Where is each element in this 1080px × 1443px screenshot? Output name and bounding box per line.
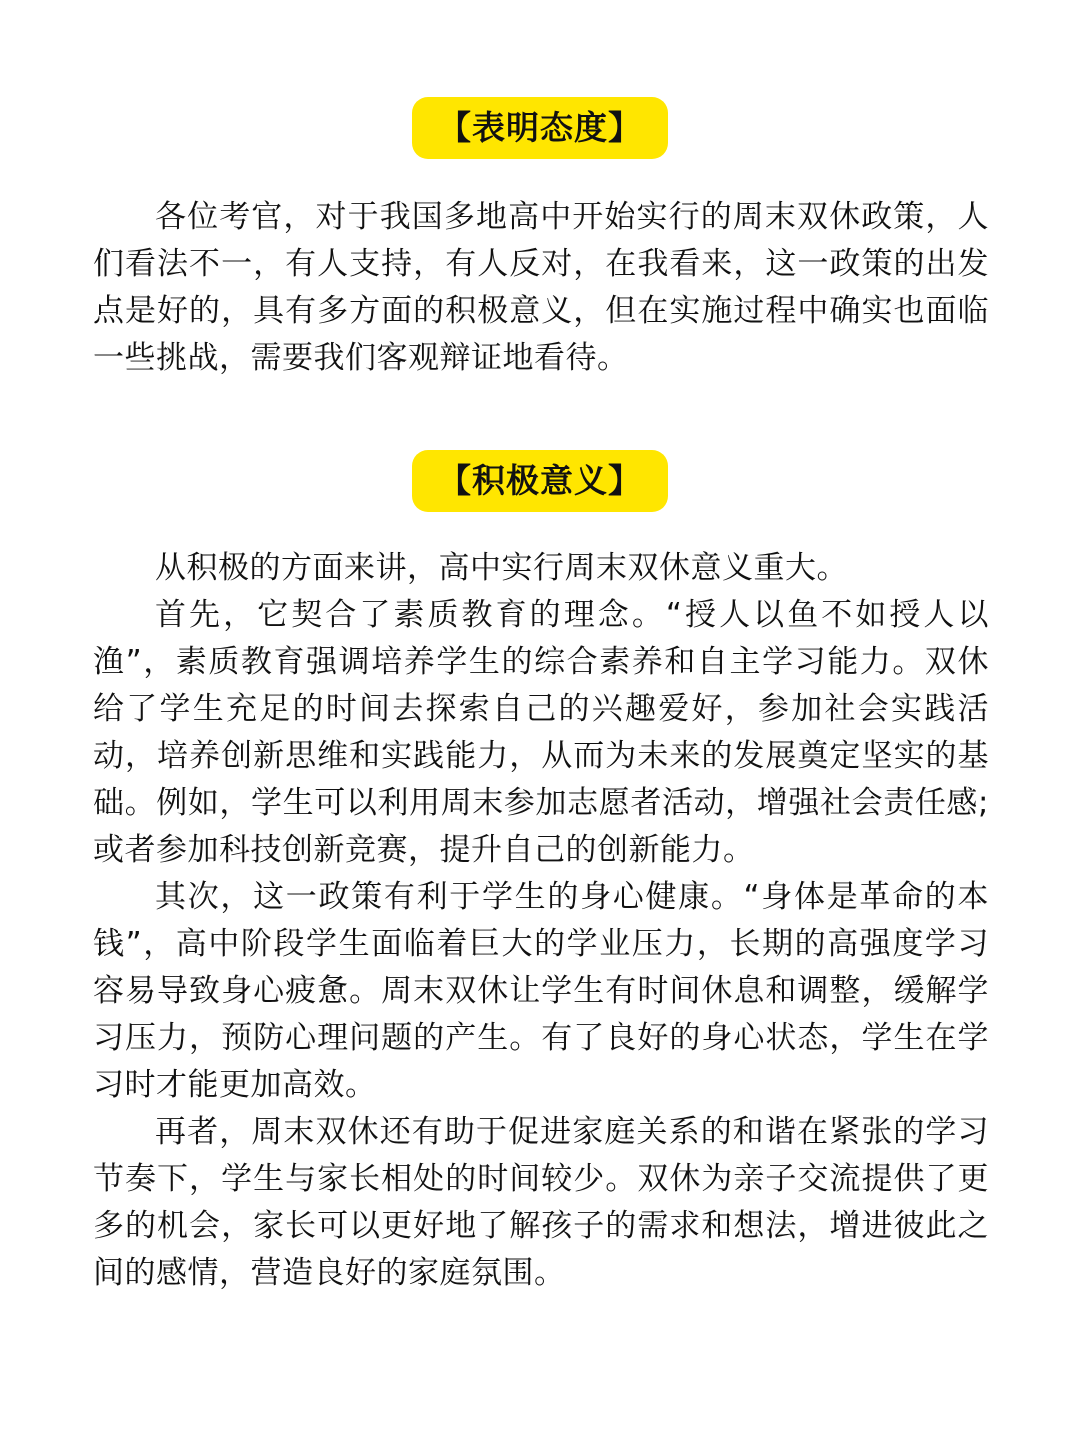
paragraph: 首先，它契合了素质教育的理念。“授人以鱼不如授人以渔”，素质教育强调培养学生的综合素养和自主学习能力。双休给了学生充足的时间去探索自己的兴趣爱好，参加社会实践活动，培养创新思维和实践能力，从而为未来的发展奠定坚实的基础。例如，学生可以利用周末参加志愿者活动，增强社会责任感;或者参加科技创新竞赛，提升自己的创新能力。: [93, 597, 989, 868]
section-heading-wrap: [0, 450, 1080, 512]
section-stance: [93, 194, 989, 382]
section-significance: [93, 545, 989, 1297]
section-heading-significance: 【积极意义】: [412, 450, 668, 512]
paragraph: 各位考官，对于我国多地高中开始实行的周末双休政策，人们看法不一，有人支持，有人反对，在我看来，这一政策的出发点是好的，具有多方面的积极意义，但在实施过程中确实也面临一些挑战，需要我们客观辩证地看待。: [93, 199, 989, 376]
section-heading-wrap: [0, 97, 1080, 159]
paragraph: 其次，这一政策有利于学生的身心健康。“身体是革命的本钱”，高中阶段学生面临着巨大的学业压力，长期的高强度学习容易导致身心疲惫。周末双休让学生有时间休息和调整，缓解学习压力，预防心理问题的产生。有了良好的身心状态，学生在学习时才能更加高效。: [93, 879, 989, 1103]
section-heading-stance: 【表明态度】: [412, 97, 668, 159]
paragraph: 从积极的方面来讲，高中实行周末双休意义重大。: [155, 550, 848, 586]
paragraph: 再者，周末双休还有助于促进家庭关系的和谐在紧张的学习节奏下，学生与家长相处的时间较少。双休为亲子交流提供了更多的机会，家长可以更好地了解孩子的需求和想法，增进彼此之间的感情，营造良好的家庭氛围。: [93, 1114, 989, 1291]
